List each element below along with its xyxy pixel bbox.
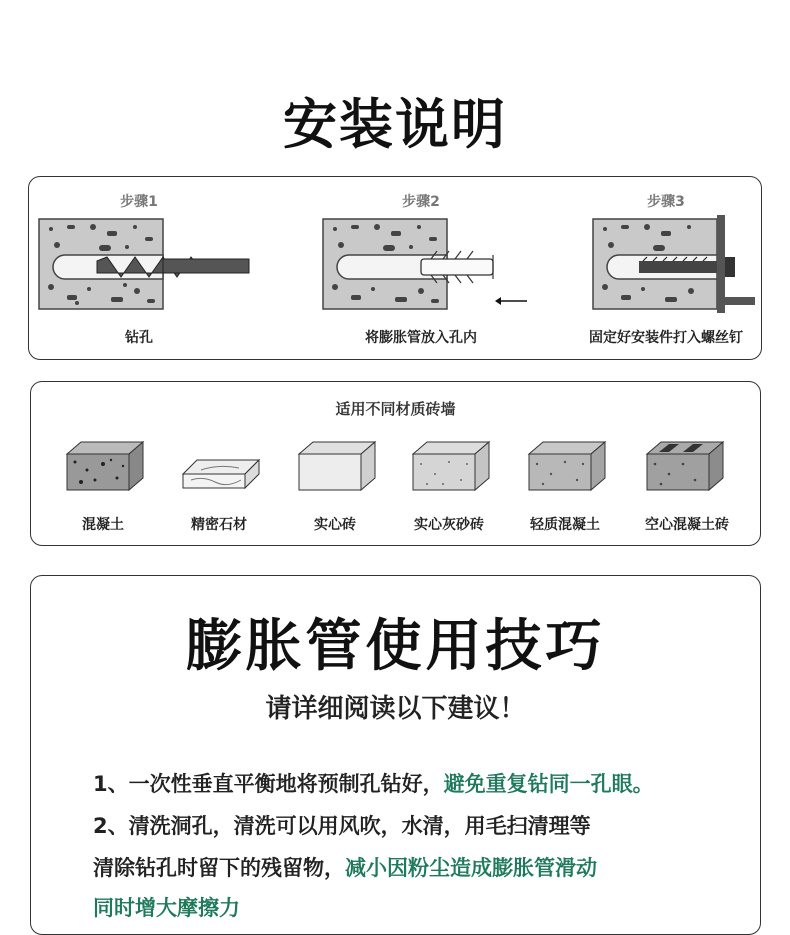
tip-text: 清除钻孔时留下的残留物，	[93, 856, 345, 880]
wall-caption: 空心混凝土砖	[645, 517, 729, 533]
wall-hollow-concrete-brick	[631, 434, 743, 544]
solid-brick-icon	[295, 434, 379, 496]
tip-line-1	[93, 768, 654, 798]
tip-text: 2、清洗洞孔，清洗可以用风吹，水清，用毛扫清理等	[93, 814, 591, 838]
tip-text: 1、一次性垂直平衡地将预制孔钻好，	[93, 772, 444, 796]
wall-caption: 实心砖	[314, 517, 356, 533]
step-2-label: 步骤2	[402, 194, 440, 210]
tip-highlight: 同时增大摩擦力	[93, 896, 240, 920]
step-1-label: 步骤1	[120, 194, 158, 210]
wall-types-title: 适用不同材质砖墙	[335, 400, 456, 418]
tip-highlight: 减小因粉尘造成膨胀管滑动	[345, 856, 597, 880]
tips-subtitle: 请详细阅读以下建议！	[265, 694, 526, 724]
step-1-caption: 钻孔	[125, 330, 153, 346]
usage-tips-panel	[30, 575, 761, 935]
step-2-caption: 将膨胀管放入孔内	[365, 330, 477, 346]
lightweight-concrete-icon	[525, 434, 609, 496]
insert-anchor-illustration	[321, 215, 551, 315]
concrete-block-icon	[63, 434, 147, 496]
tip-highlight: 避免重复钻同一孔眼。	[443, 772, 654, 796]
tip-line-3	[93, 852, 597, 882]
precision-stone-icon	[179, 434, 263, 496]
wall-caption: 实心灰砂砖	[414, 517, 484, 533]
step-3-caption: 固定好安装件打入螺丝钉	[589, 330, 743, 346]
wall-caption: 精密石材	[191, 517, 247, 533]
wall-caption: 轻质混凝土	[530, 517, 600, 533]
tip-line-4	[93, 892, 240, 922]
wall-caption: 混凝土	[82, 517, 124, 533]
wall-solid-brick	[283, 434, 387, 544]
tips-title: 膨胀管使用技巧	[185, 614, 606, 679]
hollow-concrete-brick-icon	[643, 434, 727, 496]
wall-types-panel	[30, 381, 761, 546]
step-2	[311, 177, 531, 361]
installation-steps-panel	[28, 176, 762, 360]
step-3-label: 步骤3	[647, 194, 685, 210]
step-3	[569, 177, 763, 361]
wall-precision-stone	[167, 434, 271, 544]
step-1	[29, 177, 249, 361]
page-title: 安装说明	[283, 93, 507, 156]
fasten-screw-illustration	[591, 215, 781, 315]
wall-lightweight-concrete	[513, 434, 617, 544]
drill-hole-illustration	[37, 215, 257, 315]
wall-sand-lime-brick	[397, 434, 501, 544]
sand-lime-brick-icon	[409, 434, 493, 496]
wall-concrete	[51, 434, 155, 544]
tip-line-2	[93, 810, 591, 840]
